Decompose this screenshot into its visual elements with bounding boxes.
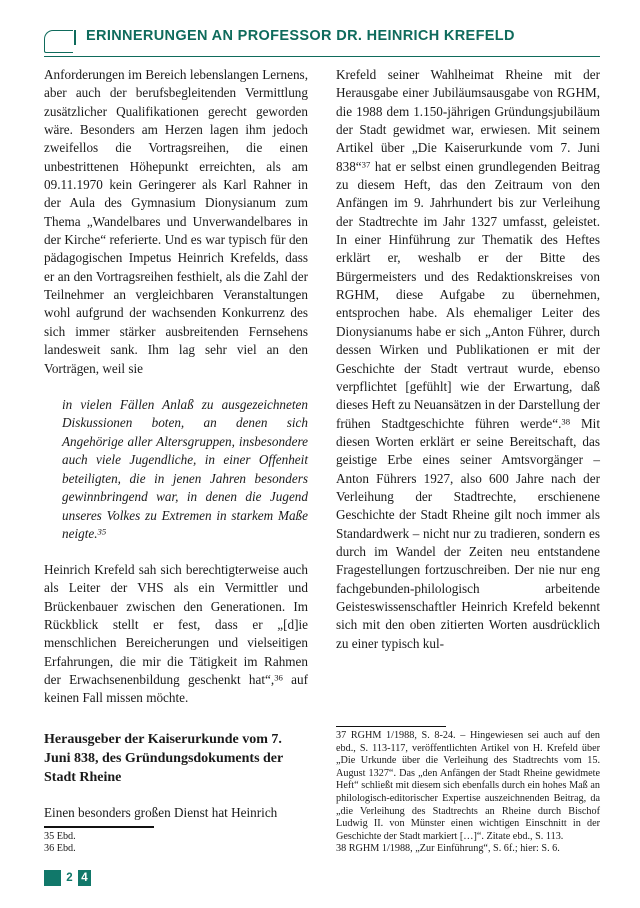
folio-digit-second: 4 — [78, 870, 91, 886]
right-column — [336, 66, 600, 856]
left-column-footnotes — [44, 826, 308, 856]
section-subheading: Herausgeber der Kaiserurkunde vom 7. Juni 838, des Gründungsdokuments der Stadt Rheine — [44, 731, 283, 785]
right-paragraph-part2: hat er selbst einen grundlegenden Beitrag zu diesem Heft, das den Zeitraum von den Anfängen im 9. Jahrhundert bis zur Verleihung der Stadtrechte im Jahr 1327 umfasst, geleistet. In einer Hinführung zur Thematik des Heftes erklärt er, weshalb er der Bitte des Bürgermeisters und des Redaktionskreises von RGHM, diese Aufgabe zu übernehmen, entsprochen habe. Als ehemaliger Leiter des Dionysianums habe er sich „Anton Führer, durch dessen Wirken und Publikationen er mit der Geschichte der Stadt vertraut wurde, ebenso verpflichtet [gefühlt] wie der Erwartung, daß dieses Heft zu Neuansätzen in der Darstellung der frühen Stadtgeschichte führen werde“. — [336, 158, 601, 431]
folio-digit-first: 2 — [63, 870, 76, 886]
running-header — [44, 28, 600, 62]
final-paragraph-left-text: Einen besonders großen Dienst hat Heinrich — [44, 804, 278, 820]
page-folio — [44, 870, 91, 886]
footnote-separator-rule — [44, 826, 154, 827]
final-paragraph-left — [44, 804, 308, 822]
footnote-marker-36: 36 — [274, 672, 283, 683]
footnote-marker-37: 37 — [361, 159, 371, 170]
left-column-body — [44, 66, 308, 378]
header-divider — [44, 56, 600, 57]
paragraph-after-quote — [44, 561, 308, 708]
block-quote — [62, 396, 308, 544]
right-column-footnotes — [336, 726, 600, 856]
page-columns — [44, 66, 600, 856]
header-bracket-ornament-icon — [44, 30, 78, 56]
folio-decorative-block — [44, 870, 61, 886]
paragraph-after-quote-part1: Heinrich Krefeld sah sich berechtigterweise auch als Leiter der VHS als ein Vermittler und Brückenbauer zwischen den Generationen. Im Rückblick stellt er fest, dass er „[d]ie menschlichen Bereicherungen und vielseitigen Erfahrungen, die mir die Tätigkeit im Rahmen der Erwachsenenbildung geschenkt hat“, — [44, 561, 308, 687]
right-column-body — [336, 66, 600, 653]
footnote-37: 37 RGHM 1/1988, S. 8-24. – Hingewiesen sei auch auf den ebd., S. 113-117, veröffentlichten Artikel von H. Krefeld über „Die Urkunde über die Verleihung des Stadtrechts vom 15. August 1327“. Das „den Anfängen der Stadt Rheine gewidmete Heft“ schließt mit diesem sich ebenfalls durch ein hohes Maß an philologisch-editorischer Expertise auszeichnenden Beitrag, da „die Verleihung des Stadtrechts an Rheine durch Bischof Ludwig II. von Münster einen wichtigen Einschnitt in der Geschichte der Stadt markiert […]“. Zitate ebd., S. 113. — [336, 730, 600, 842]
block-quote-text: in vielen Fällen Anlaß zu ausgezeichneten Diskussionen boten, an denen sich Angehörige aller Altersgruppen, insbesondere auch viele Jugendliche, in einer Offenheit beteiligten, die in jenen Jahren besonders gewinnbringend war, in denen die Jugend unseres Volkes zu Extremen in starkem Maße neigte. — [62, 396, 308, 542]
right-paragraph-part1: Krefeld seiner Wahlheimat Rheine mit der Herausgabe einer Jubiläumsausgabe von RGHM, die 1988 dem 1.150-jährigen Gründungsjubiläum der Stadt gewidmet war, erwiesen. Mit seinem Artikel über „Die Kaiserurkunde vom 7. Juni 838“ — [336, 67, 600, 174]
paragraph-continued: Anforderungen im Bereich lebenslangen Lernens, aber auch der berufsbegleitenden Vermittlung zusätzlicher Qualifikationen gerecht geworden wäre. Besonders am Herzen lagen ihm jedoch zweifellos die Vortragsreihen, die einen unbestrittenen Höhepunkt erreichten, als am 09.11.1970 kein Geringerer als Karl Rahner in der Aula des Gymnasium Dionysianum zum Thema „Wandelbares und Unverwandelbares in der Kirche“ referierte. Und es war typisch für den pädagogischen Impetus Heinrich Krefelds, dass er an den Vortragsreihen festhielt, als die Zahl der Teilnehmer an vergleichbaren Veranstaltungen wohl aufgrund der wachsenden Konkurrenz des sich immer stärker ausbreitenden Fernsehens landesweit sank. Ihm lag sehr viel an den Vorträgen, weil sie — [44, 67, 308, 376]
paragraph-after-quote-part2: auf keinen Fall missen möchte. — [44, 671, 308, 706]
footnote-marker-35: 35 — [97, 526, 107, 537]
footnote-separator-rule — [336, 726, 446, 727]
right-paragraph-part3: Mit diesen Worten erklärt er seine Bereitschaft, das geistige Erbe eines seiner Amtsvorgänger – Anton Führers 1927, also 600 Jahre nach der Verleihung der Stadtrechte, erschienene Geschichte der Stadt Rheine gilt noch immer als Standardwerk – nicht nur zu tradieren, sondern es durch im Wandel der Zeiten neu entstandene Fragestellungen fortzuschreiben. Der nie nur eng fachgebunden-philologisch arbeitende Geisteswissenschaftler Heinrich Krefeld bekennt sich mit den oben zitierten Worten ausdrücklich zu einer typisch kul- — [336, 415, 600, 651]
left-column — [44, 66, 308, 856]
footnote-marker-38: 38 — [561, 415, 571, 426]
footnote-35: 35 Ebd. — [44, 830, 76, 842]
running-header-title: ERINNERUNGEN AN PROFESSOR DR. HEINRICH KREFELD — [86, 28, 515, 44]
footnote-36: 36 Ebd. — [44, 843, 76, 855]
footnote-38: 38 RGHM 1/1988, „Zur Einführung“, S. 6f.; hier: S. 6. — [336, 843, 560, 855]
